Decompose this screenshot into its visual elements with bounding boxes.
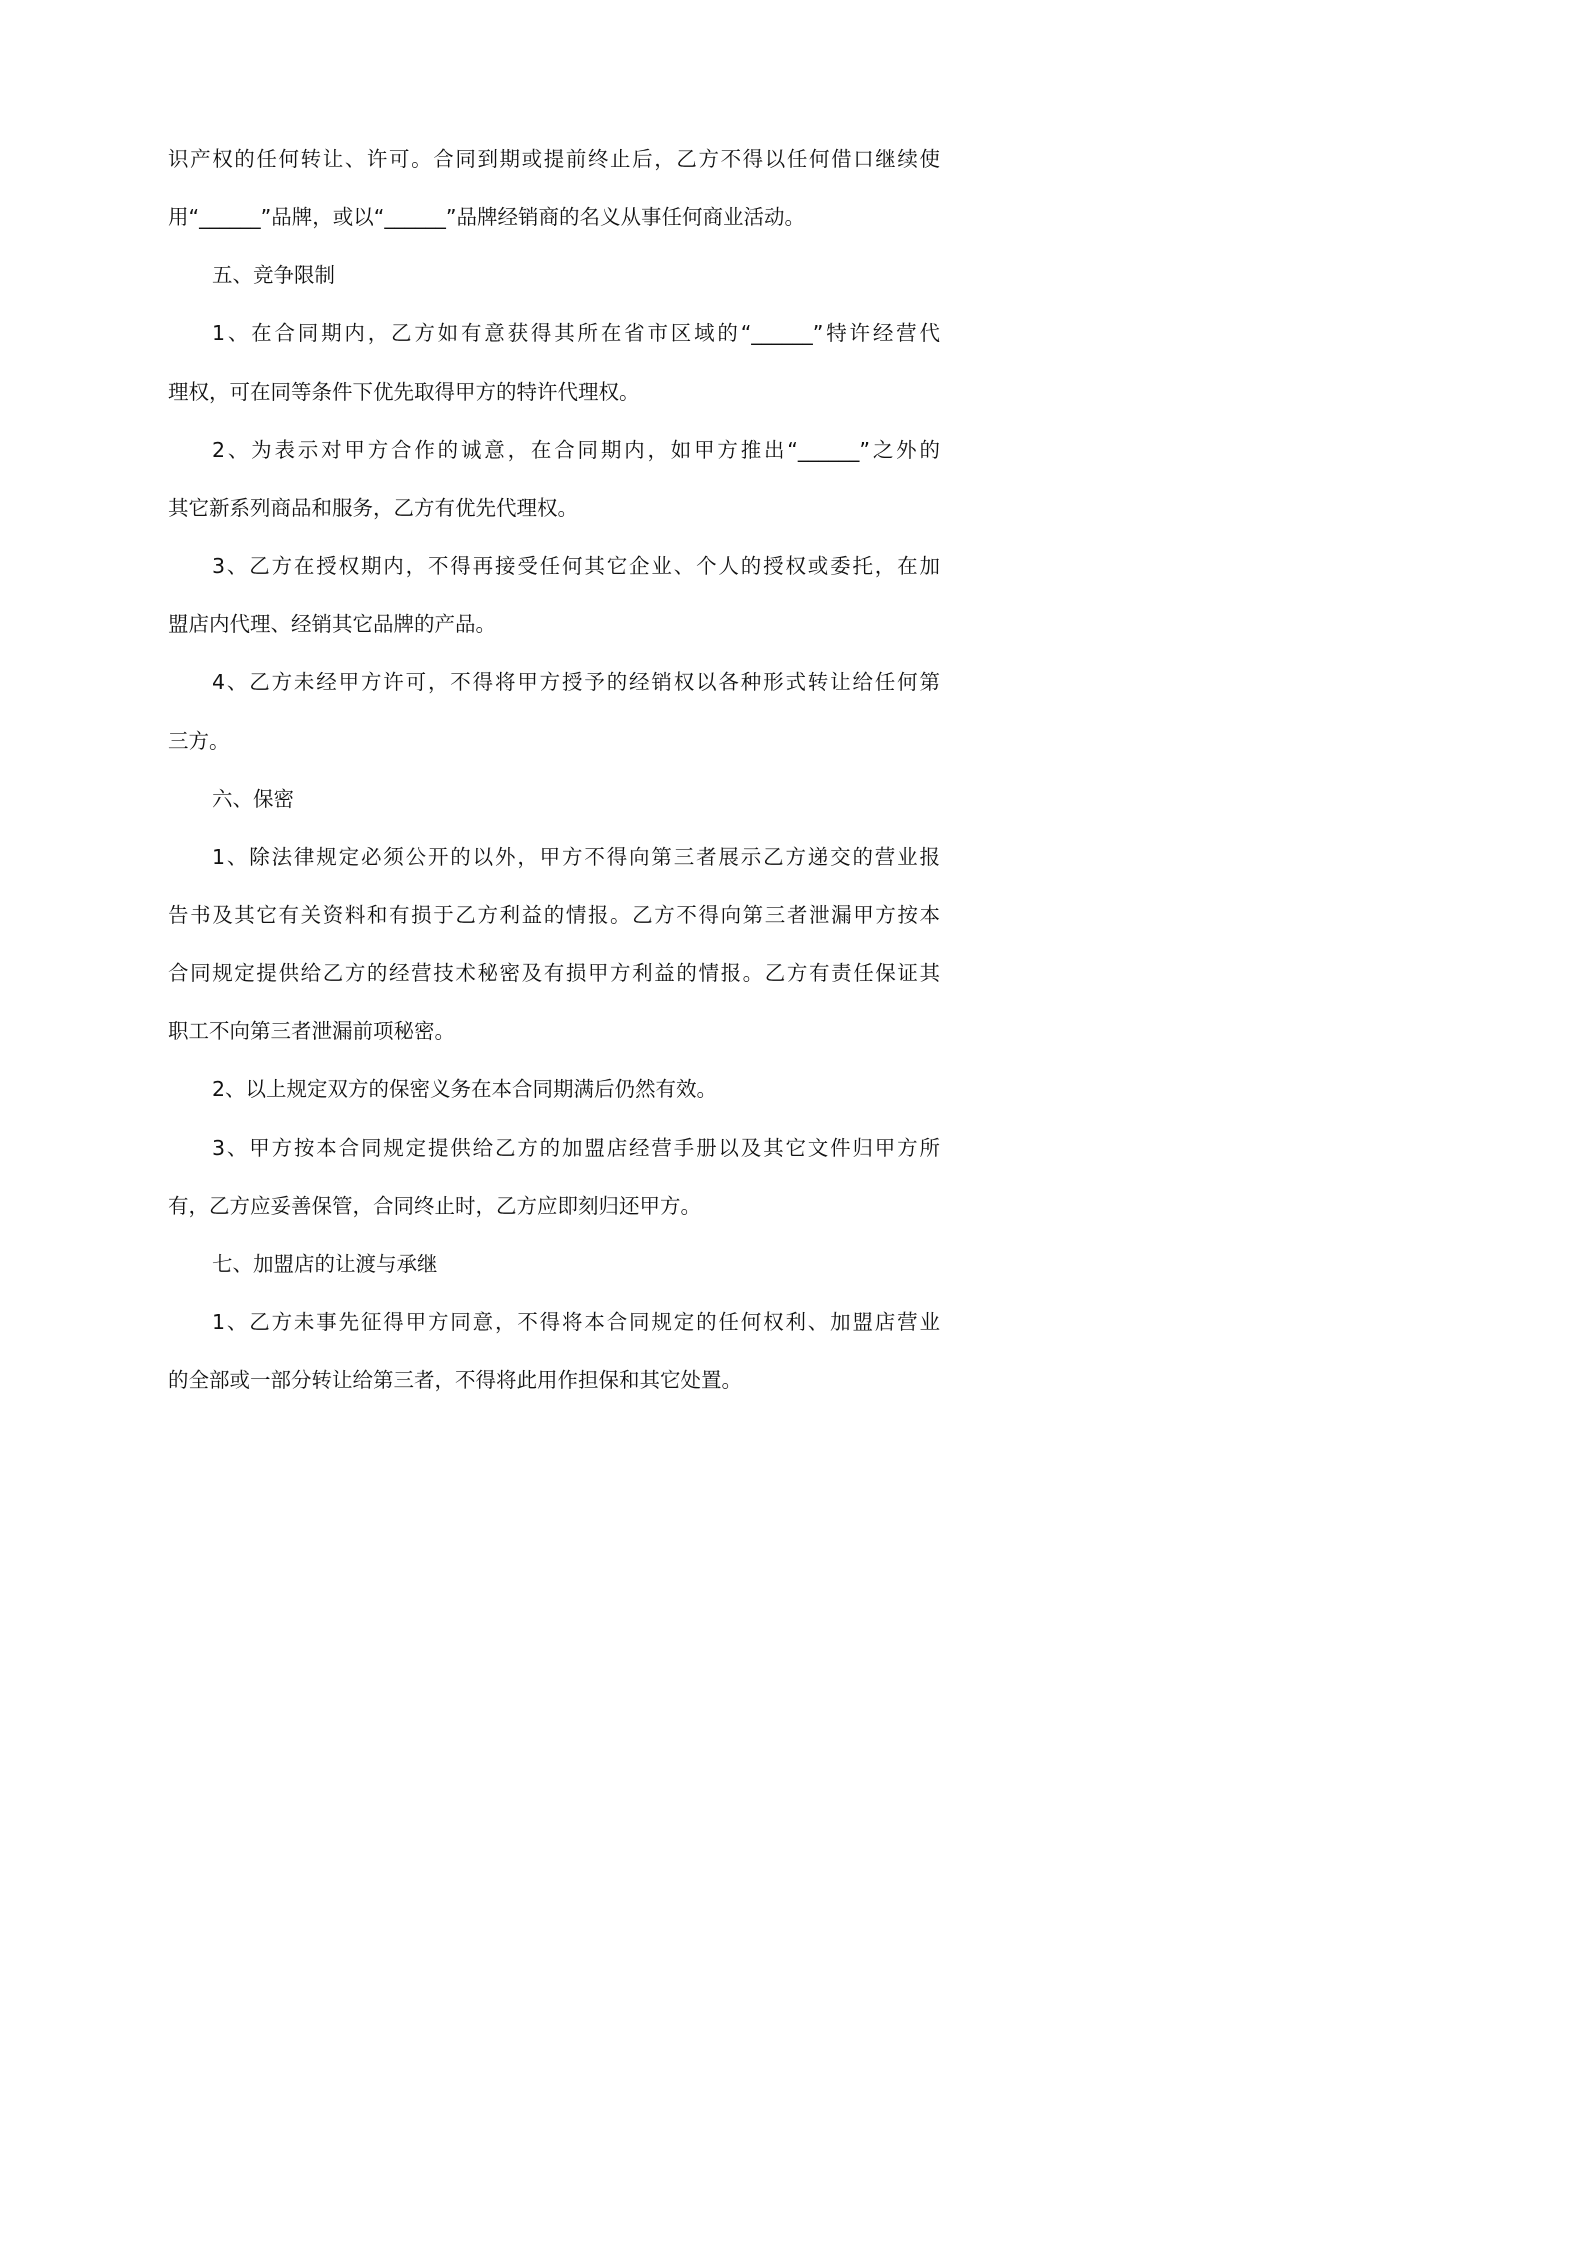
text-line: 3、乙方在授权期内，不得再接受任何其它企业、个人的授权或委托，在加 — [212, 554, 940, 578]
text-line: 1、乙方未事先征得甲方同意，不得将本合同规定的任何权利、加盟店营业 — [212, 1310, 940, 1334]
text-line: 3、甲方按本合同规定提供给乙方的加盟店经营手册以及其它文件归甲方所 — [212, 1136, 940, 1160]
text-line: 识产权的任何转让、许可。合同到期或提前终止后，乙方不得以任何借口继续使 — [168, 147, 940, 171]
text-line: 的全部或一部分转让给第三者，不得将此用作担保和其它处置。 — [168, 1368, 742, 1392]
text-line: 其它新系列商品和服务，乙方有优先代理权。 — [168, 496, 578, 520]
text-line: 2、为表示对甲方合作的诚意，在合同期内，如甲方推出“______”之外的 — [212, 438, 940, 462]
text-line: 1、除法律规定必须公开的以外，甲方不得向第三者展示乙方递交的营业报 — [212, 845, 940, 869]
text-line: 用“______”品牌，或以“______”品牌经销商的名义从事任何商业活动。 — [168, 205, 805, 229]
text-line: 合同规定提供给乙方的经营技术秘密及有损甲方利益的情报。乙方有责任保证其 — [168, 961, 940, 985]
text-line: 理权，可在同等条件下优先取得甲方的特许代理权。 — [168, 380, 640, 404]
text-line: 有，乙方应妥善保管，合同终止时，乙方应即刻归还甲方。 — [168, 1194, 701, 1218]
section-heading: 五、竞争限制 — [212, 263, 335, 287]
text-line: 盟店内代理、经销其它品牌的产品。 — [168, 612, 496, 636]
text-line: 三方。 — [168, 729, 230, 753]
document-page — [0, 0, 1103, 1560]
text-line: 2、以上规定双方的保密义务在本合同期满后仍然有效。 — [212, 1077, 718, 1101]
text-line: 职工不向第三者泄漏前项秘密。 — [168, 1019, 455, 1043]
section-heading: 六、保密 — [212, 787, 294, 811]
text-line: 4、乙方未经甲方许可，不得将甲方授予的经销权以各种形式转让给任何第 — [212, 670, 940, 694]
section-heading: 七、加盟店的让渡与承继 — [212, 1252, 438, 1276]
text-line: 告书及其它有关资料和有损于乙方利益的情报。乙方不得向第三者泄漏甲方按本 — [168, 903, 940, 927]
text-line: 1、在合同期内，乙方如有意获得其所在省市区域的“______”特许经营代 — [212, 321, 940, 345]
